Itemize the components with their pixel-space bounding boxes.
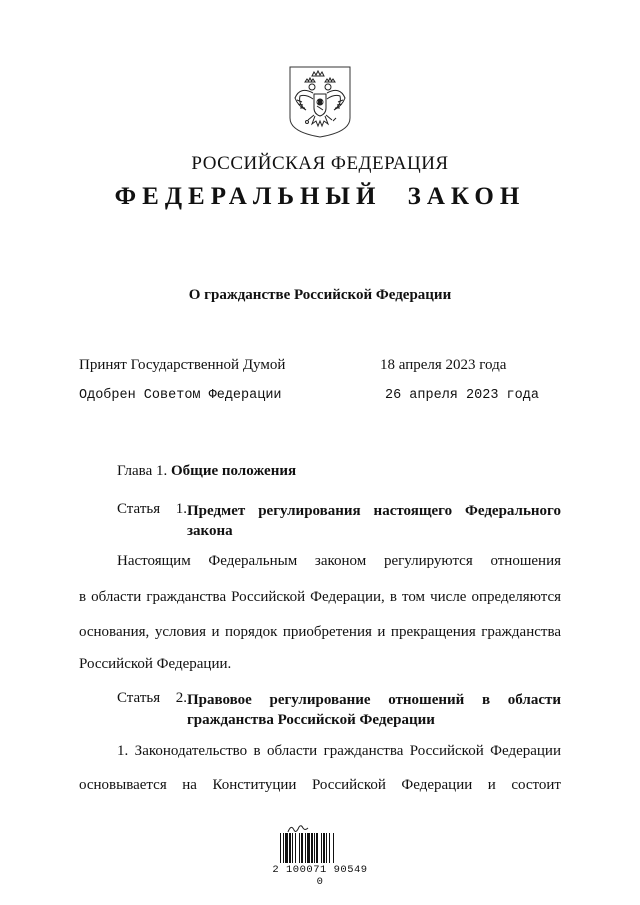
approved-by-council-date: 26 апреля 2023 года	[385, 388, 539, 403]
barcode-bar	[292, 833, 293, 863]
barcode-bar	[299, 833, 300, 863]
adopted-by-duma-date: 18 апреля 2023 года	[380, 357, 507, 373]
chapter-title: Общие положения	[170, 463, 297, 479]
chapter-prefix: Глава 1.	[117, 463, 168, 479]
article-1-title: Предмет регулирования настоящего Федерального закона	[187, 503, 561, 539]
barcode-bar	[316, 833, 318, 863]
barcode-bar	[280, 833, 281, 863]
barcode-bar	[295, 833, 296, 863]
article-1-word: Статья	[117, 501, 161, 517]
coat-of-arms-emblem	[288, 66, 352, 138]
approved-by-council-label: Одобрен Советом Федерации	[79, 388, 282, 403]
barcode-bar	[321, 833, 322, 863]
barcode-bar	[314, 833, 315, 863]
barcode-bar	[301, 833, 303, 863]
article-2-title: Правовое регулирование отношений в области гражданства Российской Федерации	[187, 692, 561, 728]
barcode-number: 2 100071 90549 0	[272, 864, 368, 888]
law-type-heading: ФЕДЕРАЛЬНЫЙ ЗАКОН	[114, 183, 526, 210]
article-2-line-1: 1. Законодательство в области гражданства Российской Федерации	[117, 743, 561, 759]
article-2-word: Статья	[117, 690, 161, 706]
chapter-heading	[117, 463, 296, 480]
article-1-line-4: Российской Федерации.	[79, 656, 232, 672]
article-1-number: 1.	[175, 501, 187, 517]
barcode-bar	[323, 833, 325, 863]
barcode-bar	[305, 833, 306, 863]
article-2-line-2: основывается на Конституции Российской Федерации и состоит	[79, 777, 561, 793]
article-1-line-1: Настоящим Федеральным законом регулируются отношения	[117, 553, 561, 569]
barcode-bar	[326, 833, 327, 863]
article-1-line-2: в области гражданства Российской Федерации, в том числе определяются	[79, 589, 561, 605]
barcode-bar	[329, 833, 330, 863]
article-1-line-3: основания, условия и порядок приобретения и прекращения гражданства	[79, 624, 561, 640]
barcode-bar	[289, 833, 291, 863]
barcode-bar	[311, 833, 313, 863]
adopted-by-duma-label: Принят Государственной Думой	[79, 357, 286, 373]
law-title: О гражданстве Российской Федерации	[188, 287, 452, 303]
country-heading: РОССИЙСКАЯ ФЕДЕРАЦИЯ	[191, 153, 449, 174]
barcode-bar	[307, 833, 310, 863]
article-2-number: 2.	[175, 690, 187, 706]
article-1-heading	[117, 501, 561, 541]
barcode-bar	[283, 833, 284, 863]
article-2-heading	[117, 690, 561, 730]
barcode-bar	[285, 833, 288, 863]
barcode-bar	[333, 833, 334, 863]
barcode-icon	[280, 833, 360, 863]
